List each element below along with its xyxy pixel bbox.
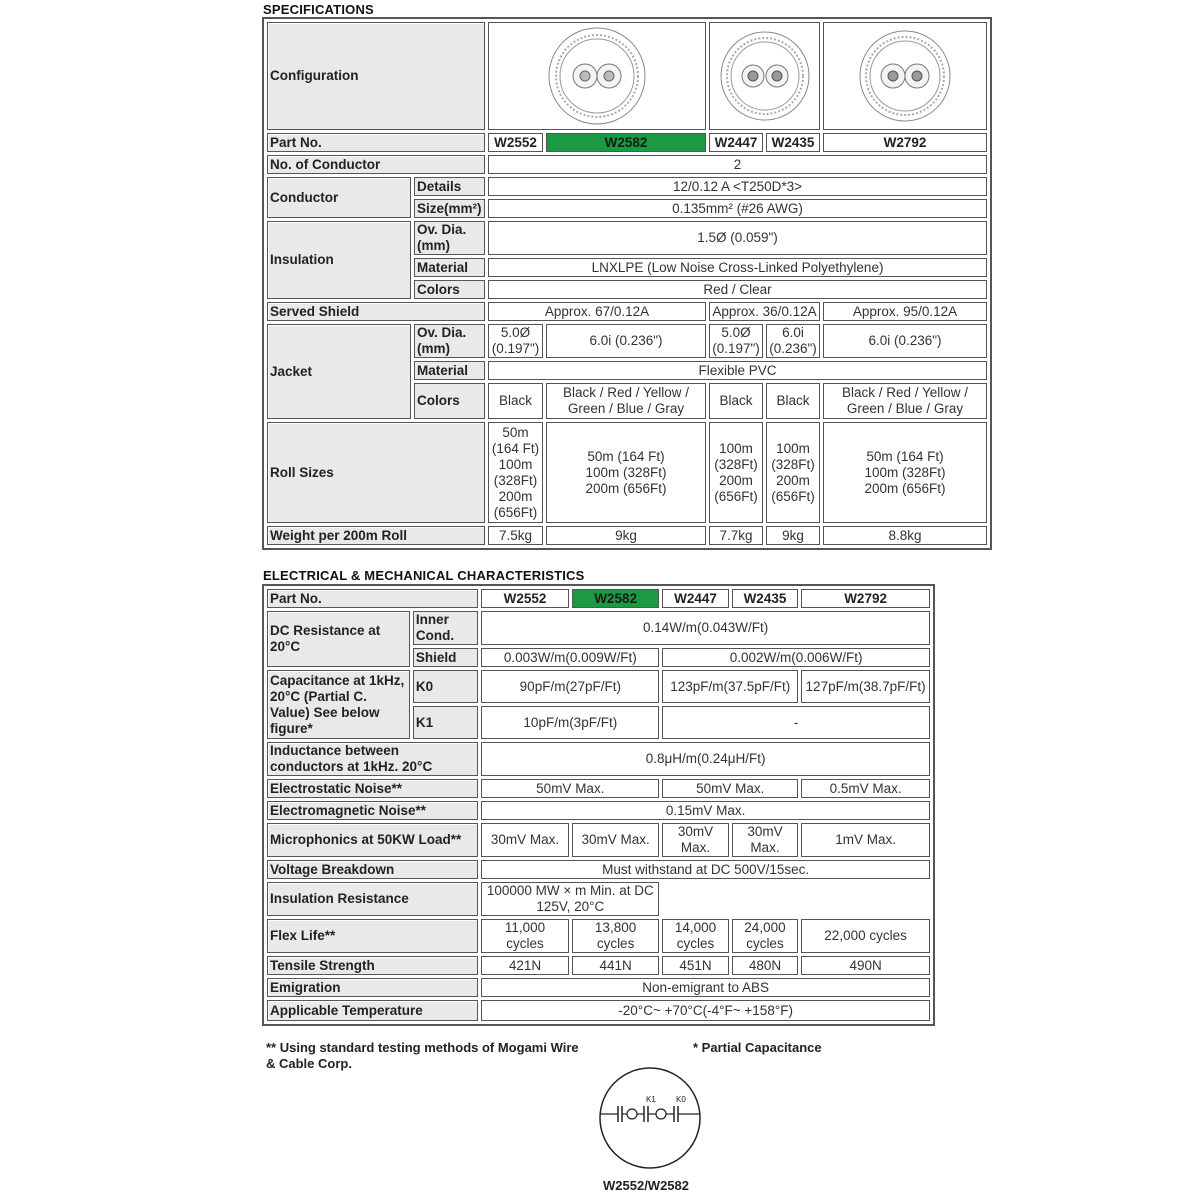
electrical-title: ELECTRICAL & MECHANICAL CHARACTERISTICS xyxy=(263,568,585,583)
electromagnetic-label: Electromagnetic Noise** xyxy=(267,801,478,820)
elec-part-no-label: Part No. xyxy=(267,589,478,608)
roll-sizes-w2435: 100m (328Ft) 200m (656Ft) xyxy=(766,422,820,523)
capacitance-figure xyxy=(594,1066,706,1170)
voltage-value: Must withstand at DC 500V/15sec. xyxy=(481,860,930,879)
conductor-label: Conductor xyxy=(267,177,411,218)
elec-part-w2582-highlight: W2582 xyxy=(572,589,660,608)
flex-life-label: Flex Life** xyxy=(267,919,478,953)
flex-w2552: 11,000 cycles xyxy=(481,919,569,953)
elec-part-w2552: W2552 xyxy=(481,589,569,608)
jacket-colors-label: Colors xyxy=(414,383,485,419)
jacket-colors-w2552: Black xyxy=(488,383,543,419)
served-shield-w2552-w2582: Approx. 67/0.12A xyxy=(488,302,706,321)
roll-sizes-w2447: 100m (328Ft) 200m (656Ft) xyxy=(709,422,763,523)
jacket-ov-dia-w2552: 5.0Ø (0.197") xyxy=(488,324,543,358)
insulation-resistance-value: 100000 MW × m Min. at DC 125V, 20°C xyxy=(481,882,659,916)
k0-w2447-w2435: 123pF/m(37.5pF/Ft) xyxy=(662,670,798,703)
emigration-label: Emigration xyxy=(267,978,478,997)
conductor-size-value: 0.135mm² (#26 AWG) xyxy=(488,199,987,218)
insulation-resistance-label: Insulation Resistance xyxy=(267,882,478,916)
microphonics-w2447: 30mV Max. xyxy=(662,823,728,857)
electrostatic-label: Electrostatic Noise** xyxy=(267,779,478,798)
microphonics-label: Microphonics at 50KW Load** xyxy=(267,823,478,857)
insulation-ov-dia-label: Ov. Dia. (mm) xyxy=(414,221,485,255)
flex-w2582: 13,800 cycles xyxy=(572,919,660,953)
temperature-value: -20°C~ +70°C(-4°F~ +158°F) xyxy=(481,1000,930,1021)
jacket-label: Jacket xyxy=(267,324,411,419)
tensile-w2792: 490N xyxy=(801,956,930,975)
weight-w2552: 7.5kg xyxy=(488,526,543,545)
served-shield-w2447-w2435: Approx. 36/0.12A xyxy=(709,302,820,321)
jacket-ov-dia-w2435: 6.0i (0.236") xyxy=(766,324,820,358)
part-w2552: W2552 xyxy=(488,133,543,152)
part-w2435: W2435 xyxy=(766,133,820,152)
weight-w2435: 9kg xyxy=(766,526,820,545)
weight-w2792: 8.8kg xyxy=(823,526,987,545)
capacitance-circle-icon xyxy=(594,1066,706,1170)
dc-shield-w2552-w2582: 0.003W/m(0.009W/Ft) xyxy=(481,648,659,667)
weight-w2447: 7.7kg xyxy=(709,526,763,545)
cable-image-w2792 xyxy=(823,22,987,130)
insulation-ov-dia-value: 1.5Ø (0.059") xyxy=(488,221,987,255)
jacket-ov-dia-label: Ov. Dia. (mm) xyxy=(414,324,485,358)
roll-sizes-w2792: 50m (164 Ft) 100m (328Ft) 200m (656Ft) xyxy=(823,422,987,523)
voltage-label: Voltage Breakdown xyxy=(267,860,478,879)
roll-sizes-w2552: 50m (164 Ft) 100m (328Ft) 200m (656Ft) xyxy=(488,422,543,523)
testing-note: ** Using standard testing methods of Mogami Wire & Cable Corp. xyxy=(266,1040,579,1071)
k1-w2552-w2582: 10pF/m(3pF/Ft) xyxy=(481,706,659,739)
specifications-table xyxy=(262,17,992,550)
k1-label: K1 xyxy=(413,706,478,739)
microphonics-w2792: 1mV Max. xyxy=(801,823,930,857)
tensile-label: Tensile Strength xyxy=(267,956,478,975)
flex-w2447: 14,000 cycles xyxy=(662,919,728,953)
tensile-w2582: 441N xyxy=(572,956,660,975)
part-w2792: W2792 xyxy=(823,133,987,152)
jacket-colors-w2582: Black / Red / Yellow / Green / Blue / Gray xyxy=(546,383,706,419)
k0-figure-label: K0 xyxy=(676,1095,686,1104)
emigration-value: Non-emigrant to ABS xyxy=(481,978,930,997)
insulation-colors-label: Colors xyxy=(414,280,485,299)
capacitance-label: Capacitance at 1kHz, 20°C (Partial C. Value) See below figure* xyxy=(267,670,410,739)
microphonics-w2552: 30mV Max. xyxy=(481,823,569,857)
partial-capacitance-note: * Partial Capacitance xyxy=(693,1040,822,1055)
electrostatic-w2792: 0.5mV Max. xyxy=(801,779,930,798)
elec-part-w2435: W2435 xyxy=(732,589,798,608)
served-shield-w2792: Approx. 95/0.12A xyxy=(823,302,987,321)
jacket-ov-dia-w2447: 5.0Ø (0.197") xyxy=(709,324,763,358)
electrical-table xyxy=(262,584,935,1026)
jacket-colors-w2435: Black xyxy=(766,383,820,419)
elec-part-w2447: W2447 xyxy=(662,589,728,608)
flex-w2792: 22,000 cycles xyxy=(801,919,930,953)
inductance-label: Inductance between conductors at 1kHz. 20°C xyxy=(267,742,478,776)
weight-label: Weight per 200m Roll xyxy=(267,526,485,545)
specifications-title: SPECIFICATIONS xyxy=(263,2,374,17)
configuration-label: Configuration xyxy=(267,22,485,130)
k1-figure-label: K1 xyxy=(646,1095,656,1104)
dc-inner-value: 0.14W/m(0.043W/Ft) xyxy=(481,611,930,645)
conductor-details-value: 12/0.12 A <T250D*3> xyxy=(488,177,987,196)
no-conductor-value: 2 xyxy=(488,155,987,174)
details-label: Details xyxy=(414,177,485,196)
elec-part-w2792: W2792 xyxy=(801,589,930,608)
cable-cross-section-icon xyxy=(853,26,957,126)
electrostatic-w2447-w2435: 50mV Max. xyxy=(662,779,798,798)
insulation-material-label: Material xyxy=(414,258,485,277)
part-no-label: Part No. xyxy=(267,133,485,152)
microphonics-w2435: 30mV Max. xyxy=(732,823,798,857)
inductance-value: 0.8μH/m(0.24μH/Ft) xyxy=(481,742,930,776)
jacket-colors-w2792: Black / Red / Yellow / Green / Blue / Gray xyxy=(823,383,987,419)
tensile-w2552: 421N xyxy=(481,956,569,975)
cable-image-w2447-w2435 xyxy=(709,22,820,130)
roll-sizes-label: Roll Sizes xyxy=(267,422,485,523)
tensile-w2435: 480N xyxy=(732,956,798,975)
insulation-material-value: LNXLPE (Low Noise Cross-Linked Polyethylene) xyxy=(488,258,987,277)
figure-caption: W2552/W2582 xyxy=(603,1178,689,1193)
roll-sizes-w2582: 50m (164 Ft) 100m (328Ft) 200m (656Ft) xyxy=(546,422,706,523)
k0-w2552-w2582: 90pF/m(27pF/Ft) xyxy=(481,670,659,703)
cable-cross-section-icon xyxy=(713,26,817,126)
k1-others: - xyxy=(662,706,930,739)
jacket-material-value: Flexible PVC xyxy=(488,361,987,380)
k0-label: K0 xyxy=(413,670,478,703)
flex-w2435: 24,000 cycles xyxy=(732,919,798,953)
part-w2582-highlight: W2582 xyxy=(546,133,706,152)
cable-image-w2552-w2582 xyxy=(488,22,706,130)
electromagnetic-value: 0.15mV Max. xyxy=(481,801,930,820)
electrostatic-w2552-w2582: 50mV Max. xyxy=(481,779,659,798)
weight-w2582: 9kg xyxy=(546,526,706,545)
served-shield-label: Served Shield xyxy=(267,302,485,321)
microphonics-w2582: 30mV Max. xyxy=(572,823,660,857)
insulation-label: Insulation xyxy=(267,221,411,299)
temperature-label: Applicable Temperature xyxy=(267,1000,478,1021)
dc-shield-others: 0.002W/m(0.006W/Ft) xyxy=(662,648,930,667)
shield-label: Shield xyxy=(413,648,478,667)
part-w2447: W2447 xyxy=(709,133,763,152)
k0-w2792: 127pF/m(38.7pF/Ft) xyxy=(801,670,930,703)
inner-cond-label: Inner Cond. xyxy=(413,611,478,645)
size-label: Size(mm²) xyxy=(414,199,485,218)
insulation-resistance-empty xyxy=(662,882,930,916)
jacket-material-label: Material xyxy=(414,361,485,380)
cable-cross-section-icon xyxy=(542,24,652,128)
jacket-colors-w2447: Black xyxy=(709,383,763,419)
no-conductor-label: No. of Conductor xyxy=(267,155,485,174)
jacket-ov-dia-w2582: 6.0i (0.236") xyxy=(546,324,706,358)
jacket-ov-dia-w2792: 6.0i (0.236") xyxy=(823,324,987,358)
tensile-w2447: 451N xyxy=(662,956,728,975)
insulation-colors-value: Red / Clear xyxy=(488,280,987,299)
dc-resistance-label: DC Resistance at 20°C xyxy=(267,611,410,667)
